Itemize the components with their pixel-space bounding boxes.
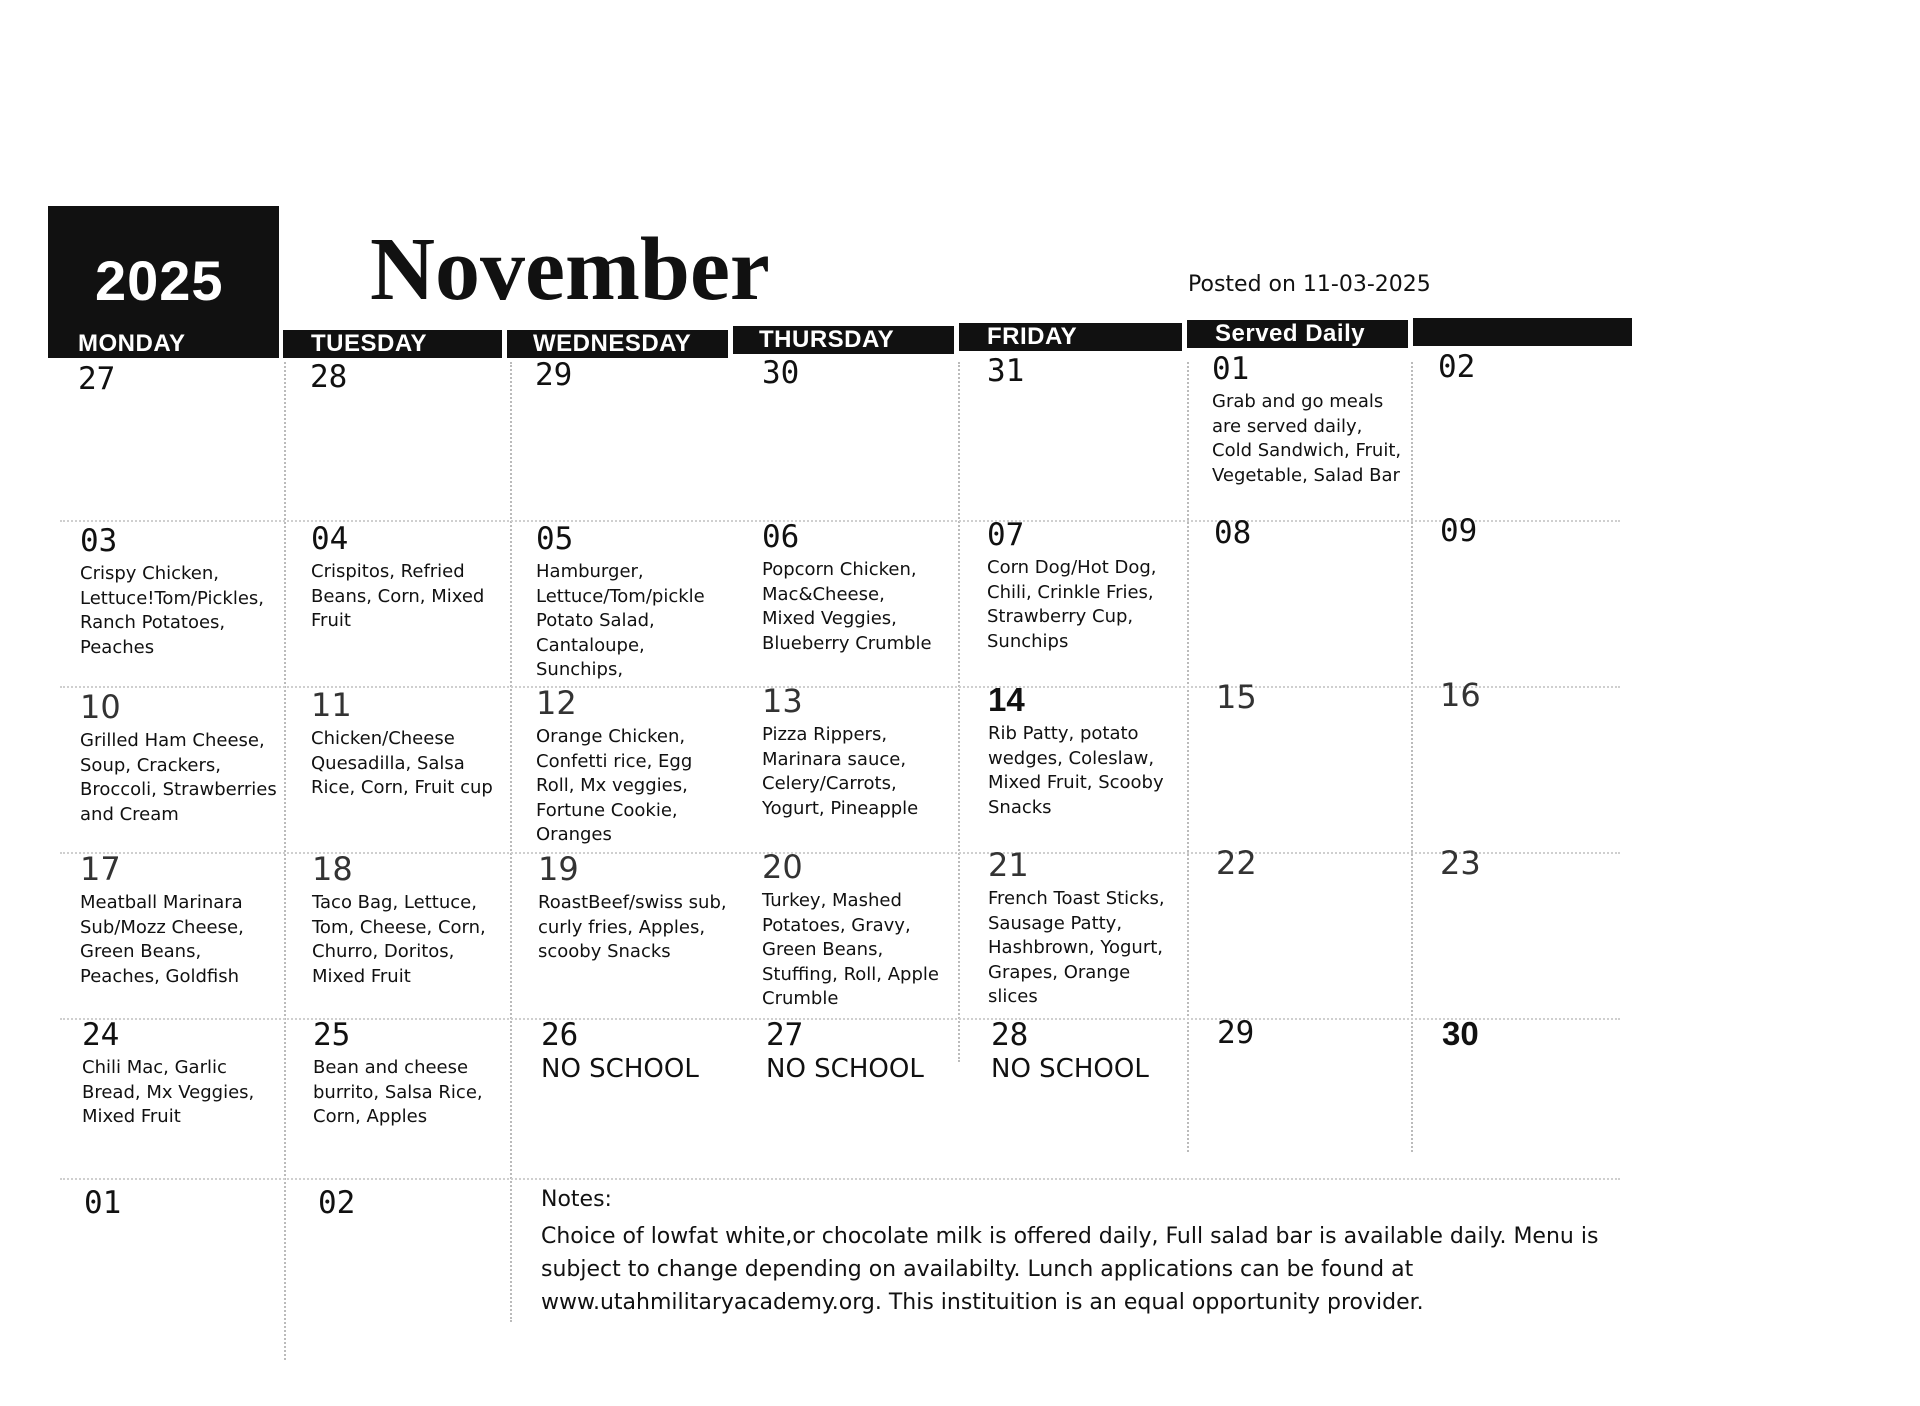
day-cell xyxy=(1440,514,1477,548)
day-number: 29 xyxy=(1217,1015,1255,1051)
month-title: November xyxy=(370,220,770,319)
menu-text: Corn Dog/Hot Dog, Chili, Crinkle Fries, Strawberry Cup, Sunchips xyxy=(987,557,1157,652)
day-cell xyxy=(80,690,285,827)
day-cell xyxy=(1440,678,1481,713)
menu-text: Grab and go meals are served daily, Cold Sandwich, Fruit, Vegetable, Salad Bar xyxy=(1212,391,1402,486)
day-cell xyxy=(80,524,280,660)
menu-text: RoastBeef/swiss sub, curly fries, Apples, scooby Snacks xyxy=(538,892,727,963)
day-number: 25 xyxy=(313,1017,351,1053)
column-header-tuesday: TUESDAY xyxy=(283,330,502,358)
day-number: 07 xyxy=(987,517,1025,553)
day-cell xyxy=(78,362,115,396)
day-cell xyxy=(536,686,736,848)
day-number: 13 xyxy=(762,682,803,720)
posted-date: Posted on 11-03-2025 xyxy=(1188,272,1431,297)
day-number: 31 xyxy=(987,353,1025,389)
day-cell xyxy=(762,356,799,390)
day-cell xyxy=(311,522,506,634)
day-cell xyxy=(1438,350,1475,384)
day-number: 20 xyxy=(762,848,803,886)
column-header-blank xyxy=(1413,318,1632,346)
day-number: 10 xyxy=(80,688,121,726)
day-number: 02 xyxy=(1438,349,1476,385)
day-cell xyxy=(766,1018,966,1084)
day-number: 05 xyxy=(536,521,574,557)
notes-text: Choice of lowfat white,or chocolate milk is offered daily, Full salad bar is available daily. Menu is subject to change depending on availabilty. Lunch applications can be found at www.utahmilitaryacademy.org. This instituition is an equal opportunity provider. xyxy=(541,1224,1599,1315)
day-cell xyxy=(84,1186,121,1220)
day-number: 27 xyxy=(766,1017,804,1053)
menu-text: French Toast Sticks, Sausage Patty, Hashbrown, Yogurt, Grapes, Orange slices xyxy=(988,888,1165,1008)
day-cell xyxy=(762,684,962,821)
day-cell xyxy=(762,850,962,1012)
day-number: 22 xyxy=(1216,844,1257,882)
no-school-label: NO SCHOOL xyxy=(991,1054,1149,1085)
day-cell xyxy=(535,358,572,392)
column-header-served-daily: Served Daily xyxy=(1187,320,1408,348)
menu-text: Meatball Marinara Sub/Mozz Cheese, Green Beans, Peaches, Goldfish xyxy=(80,892,244,987)
column-header-thursday: THURSDAY xyxy=(733,326,954,354)
day-number: 28 xyxy=(310,359,348,395)
day-number: 01 xyxy=(1212,351,1250,387)
menu-text: Crispy Chicken, Lettuce!Tom/Pickles, Ranch Potatoes, Peaches xyxy=(80,563,264,658)
day-cell xyxy=(1442,1016,1479,1052)
menu-text: Grilled Ham Cheese, Soup, Crackers, Broccoli, Strawberries and Cream xyxy=(80,730,277,825)
day-cell xyxy=(541,1018,741,1084)
menu-text: Popcorn Chicken, Mac&Cheese, Mixed Veggies, Blueberry Crumble xyxy=(762,559,932,654)
day-number: 30 xyxy=(762,355,800,391)
day-number: 11 xyxy=(311,686,352,724)
day-cell xyxy=(313,1018,508,1130)
menu-text: Hamburger, Lettuce/Tom/pickle Potato Salad, Cantaloupe, Sunchips, xyxy=(536,561,705,681)
day-number: 26 xyxy=(541,1017,579,1053)
day-cell xyxy=(311,688,506,801)
no-school-label: NO SCHOOL xyxy=(541,1054,699,1085)
day-number: 16 xyxy=(1440,676,1481,714)
menu-text: Chicken/Cheese Quesadilla, Salsa Rice, Corn, Fruit cup xyxy=(311,728,493,799)
day-number: 02 xyxy=(318,1185,356,1221)
menu-text: Taco Bag, Lettuce, Tom, Cheese, Corn, Churro, Doritos, Mixed Fruit xyxy=(312,892,486,987)
day-number: 06 xyxy=(762,519,800,555)
menu-text: Rib Patty, potato wedges, Coleslaw, Mixed Fruit, Scooby Snacks xyxy=(988,723,1164,818)
day-cell xyxy=(1440,846,1481,881)
day-cell xyxy=(538,852,743,965)
day-cell xyxy=(1212,352,1412,488)
day-number: 17 xyxy=(80,850,121,888)
day-cell xyxy=(1217,1016,1254,1050)
no-school-label: NO SCHOOL xyxy=(766,1054,924,1085)
row-divider xyxy=(60,1178,1620,1180)
day-cell xyxy=(988,848,1188,1010)
day-cell xyxy=(1216,680,1257,715)
day-number: 23 xyxy=(1440,844,1481,882)
day-number: 14 xyxy=(988,681,1025,718)
day-cell xyxy=(1216,846,1257,881)
day-number: 30 xyxy=(1442,1015,1479,1052)
day-number: 08 xyxy=(1214,515,1252,551)
menu-text: Orange Chicken, Confetti rice, Egg Roll, Mx veggies, Fortune Cookie, Oranges xyxy=(536,726,693,846)
day-cell xyxy=(988,682,1188,820)
day-cell xyxy=(987,518,1187,654)
day-number: 28 xyxy=(991,1017,1029,1053)
day-number: 21 xyxy=(988,846,1029,884)
day-cell xyxy=(80,852,280,989)
day-number: 19 xyxy=(538,850,579,888)
menu-text: Pizza Rippers, Marinara sauce, Celery/Carrots, Yogurt, Pineapple xyxy=(762,724,919,819)
day-cell xyxy=(82,1018,282,1130)
day-number: 15 xyxy=(1216,678,1257,716)
day-cell xyxy=(762,520,962,656)
menu-text: Chili Mac, Garlic Bread, Mx Veggies, Mixed Fruit xyxy=(82,1057,255,1128)
notes-label: Notes: xyxy=(541,1187,612,1212)
day-cell xyxy=(536,522,736,683)
day-number: 27 xyxy=(78,361,116,397)
day-number: 09 xyxy=(1440,513,1478,549)
day-cell xyxy=(991,1018,1191,1084)
column-header-friday: FRIDAY xyxy=(959,323,1182,351)
column-header-wednesday: WEDNESDAY xyxy=(507,330,728,358)
day-number: 04 xyxy=(311,521,349,557)
day-number: 12 xyxy=(536,684,577,722)
day-cell xyxy=(318,1186,355,1220)
day-cell xyxy=(1214,516,1251,550)
day-number: 29 xyxy=(535,357,573,393)
menu-text: Turkey, Mashed Potatoes, Gravy, Green Beans, Stuffing, Roll, Apple Crumble xyxy=(762,890,939,1010)
column-header-monday: MONDAY xyxy=(48,330,279,358)
day-cell xyxy=(310,360,347,394)
menu-text: Bean and cheese burrito, Salsa Rice, Corn, Apples xyxy=(313,1057,483,1128)
day-cell xyxy=(987,354,1024,388)
column-divider xyxy=(284,362,286,1360)
year-label: 2025 xyxy=(95,249,224,312)
day-number: 18 xyxy=(312,850,353,888)
day-number: 24 xyxy=(82,1017,120,1053)
day-cell xyxy=(312,852,507,989)
day-number: 03 xyxy=(80,523,118,559)
menu-text: Crispitos, Refried Beans, Corn, Mixed Fruit xyxy=(311,561,485,632)
day-number: 01 xyxy=(84,1185,122,1221)
